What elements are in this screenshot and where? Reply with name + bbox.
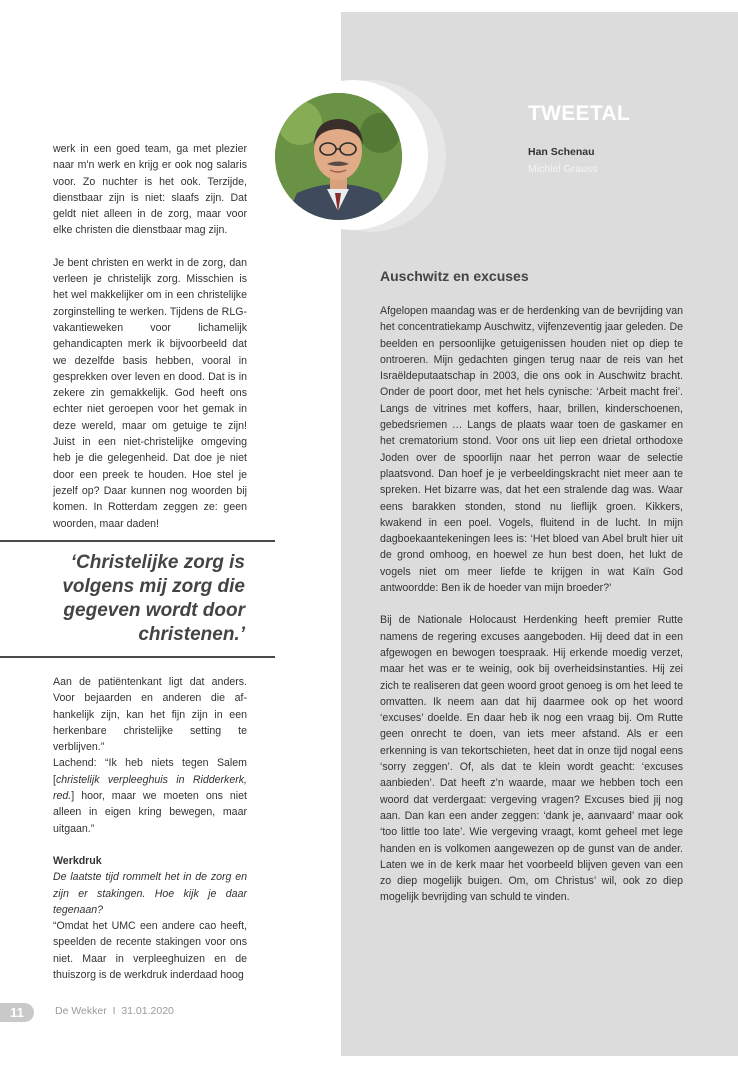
page-number-badge: 11: [0, 1003, 34, 1022]
section-subhead: Werkdruk: [53, 854, 102, 867]
publication-footer: De Wekker I 31.01.2020: [55, 1005, 174, 1017]
author-portrait-photo: [275, 93, 402, 220]
article-paragraph: Afgelopen maandag was er de herdenking van de bevrijding van het concentratiekamp Auschwitz, vijfenzeventig jaar geleden. De beelden en persoonlijke getuigenissen houden niet op diep te ontroeren. Mijn gedachten gingen terug naar de reis van het Israëldeputaatschap in 2003, die ons ook in Auschwitz bracht. Onder de poort door, met het hels cynische: ‘Arbeit macht frei’. Langs de vitrines met koffers, haar, brillen, kinderschoenen, gebedsriemen … Langs de plaats waar toen de gaskamer en het crematorium stond. Voor ons uit liep een drietal orthodoxe Joden over de spoorlijn naar het perron waar de selectie plaatsvond. Dan hoef je je verbeeldingskracht niet meer aan te spreken. Het bizarre was, dat het een stralende dag was. Waar eens barakken stonden, stond nu lieflijk groen. Kikkers, kwakend in een poel. Vogels, fluitend in de lucht. In mijn dagboekaantekeningen lees is: ‘Het bloed van Abel brult hier uit de grond omhoog, en hoewel ze hun best doen, het lukt de vogels niet om meer liefde te krijgen in wat Kaïn God antwoordde: Ben ik de hoeder van mijn broeder?’: [380, 305, 683, 595]
quote-text-end: ] hoor, maar we moeten ons niet alleen in eigen kring bewegen, maar uitgaan.”: [53, 790, 247, 835]
body-paragraph: Je bent christen en werkt in de zorg, dan verleen je christelijk zorg. Misschien is het wel makkelijker om in een christelijke zorginstelling te werken. Tijdens de RLG-vakantieweken voor lichamelijk gehandicapten merk ik bijvoorbeeld dat we dezelfde basis hebben, vooral in gesprekken over leven en dood. Dat is in zekere zin gemakkelijk. God heeft ons echter niet geroepen voor het gemak in deze wereld, maar om getuige te zijn! Juist in een niet-christelijke omgeving heb je die gelegenheid. Dat doe je niet door een preek te houden. Hoe stel je jezelf op? Daar kunnen nog woorden bij komen. In Rotterdam zeggen ze: geen woorden, maar daden!: [53, 256, 247, 530]
interview-answer: “Omdat het UMC een andere cao heeft, speelden de recente stakingen voor ons niet. Maar in verpleeghuizen en de thuiszorg is de werkdruk inderdaad hoog: [53, 920, 247, 982]
portrait-illustration: [275, 93, 402, 220]
body-paragraph: Aan de patiëntenkant ligt dat anders. Voor bejaarden en anderen die afhankelijk zijn, kan het fijn zijn in een herkenbare christelijke setting te verblijven.”: [53, 676, 247, 754]
column-series-title: TWEETAL: [528, 102, 631, 125]
pull-quote-bottom-rule: [0, 656, 275, 658]
photo-credit: Michiel Grauss: [528, 163, 598, 175]
pull-quote: ‘Christelijke zorg is volgens mij zorg die gegeven wordt door christenen.’: [62, 552, 245, 645]
interview-question: [53, 869, 247, 918]
editor-note: christelijk verpleeghuis in Ridderkerk, red.: [53, 773, 247, 803]
article-body: [380, 303, 683, 922]
author-name: Han Schenau: [528, 146, 595, 158]
body-paragraph: [53, 755, 247, 836]
article-paragraph: Bij de Nationale Holocaust Herdenking heeft premier Rutte namens de regering excuses aangeboden. Hij deed dat in een afgewogen en bewogen toespraak. Hij erkende moedig verzet, maar het was er te weinig, ook bij overheidsinstanties. Hij zei zich te realiseren dat geen woord groot genoeg is om het leed te omvatten. Ik neem aan dat hij daarmee ook op het woord ‘excuses’ doelde. En daar heb ik nog een vraag bij. Om Rutte geen onrecht te doen, van iets meer afstand. Als er een erkenning is van tekortschieten, heet dat in onze tijd nogal eens ‘sorry zeggen’. Of, als dat te klein wordt geacht: ‘excuses aanbieden’. Dat heeft z’n waarde, maar we hebben toch een woord dat verdergaat: vergeving vragen? Excuses bied jij nog aan. Dan kan een ander zeggen: ‘dank je, aanvaard’ maar ook ‘too little too late’. Wie vergeving vraagt, komt geheel met lege handen en is volkomen aangewezen op de gunst van de ander. Laten we in de kerk maar het voorbeeld blijven geven van een zo diep mogelijk buigen. Om, om Christus’ wil, ook zo diep mogelijk bevrijding van schuld te vinden.: [380, 614, 683, 904]
body-paragraph: werk in een goed team, ga met plezier naar m'n werk en krijg er ook nog salaris voor. Zo nuchter is het ook. Terzijde, dienstbaar zijn is niet: slaafs zijn. Dat geldt niet alleen in de zorg, maar voor elke christen die dienstbaar mag zijn.: [53, 143, 247, 237]
left-column-bottom: [53, 674, 247, 983]
pull-quote-top-rule: [0, 540, 275, 542]
left-column-top: [53, 141, 247, 548]
question-text: De laatste tijd rommelt het in de zorg en zijn er stakingen. Hoe kijk je daar tegenaan?: [53, 871, 247, 916]
quote-text-start: Lachend: “Ik heb niets tegen Salem [: [53, 757, 247, 786]
article-title: Auschwitz en excuses: [380, 268, 529, 284]
